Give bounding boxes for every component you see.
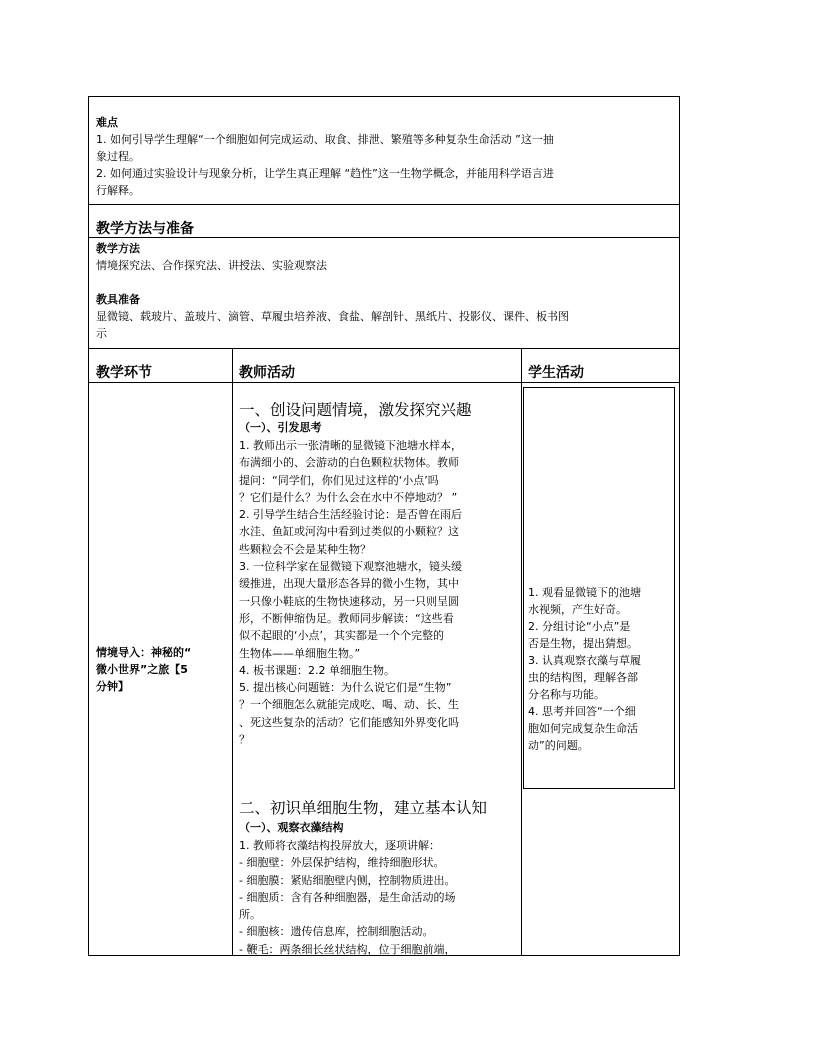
difficulty-line: 象过程。 xyxy=(96,150,140,163)
methods-block xyxy=(96,240,676,342)
difficulty-section xyxy=(96,114,676,199)
teacher-part1-body xyxy=(239,437,519,748)
teacher-part2-title: 二、初识单细胞生物，建立基本认知 xyxy=(239,799,488,817)
teacher-line: - 细胞核：遗传信息库，控制细胞活动。 xyxy=(239,925,434,939)
student-line: 虫的结构图，理解各部 xyxy=(528,671,638,684)
teacher-line: 5. 提出核心问题链：为什么说它们是“生物” xyxy=(239,681,452,695)
teacher-line: 布满细小的、会游动的白色颗粒状物体。教师 xyxy=(239,456,459,470)
teacher-line: 缓推进，出现大量形态各异的微小生物，其中 xyxy=(239,577,459,591)
teacher-line: 生物体——单细胞生物。” xyxy=(239,646,361,660)
student-line: 分名称与功能。 xyxy=(528,688,605,701)
teacher-line: 1. 教师出示一张清晰的显微镜下池塘水样本， xyxy=(239,439,462,452)
lesson-plan-table xyxy=(88,96,680,956)
header-student: 学生活动 xyxy=(528,365,584,381)
student-line: 2. 分组讨论“小点”是 xyxy=(528,620,631,633)
tools-line: 示 xyxy=(96,327,107,340)
teacher-line: - 细胞壁：外层保护结构，维持细胞形状。 xyxy=(239,856,445,870)
student-line: 胞如何完成复杂生命活 xyxy=(528,722,638,735)
teacher-line: 些颗粒会不会是某种生物？ xyxy=(239,542,371,556)
stage-line: 微小世界”之旅【5 xyxy=(96,663,188,676)
divider xyxy=(89,382,679,383)
student-line: 3. 认真观察衣藻与草履 xyxy=(528,654,641,667)
teacher-line: 3. 一位科学家在显微镜下观察池塘水，镜头缓 xyxy=(239,560,462,574)
divider xyxy=(89,348,679,349)
teacher-line: 、死这些复杂的活动？它们能感知外界变化吗 xyxy=(239,715,459,729)
student-line: 水视频，产生好奇。 xyxy=(528,603,627,616)
teacher-line: 2. 引导学生结合生活经验讨论：是否曾在雨后 xyxy=(239,508,462,522)
student-line: 4. 思考并回答“一个细 xyxy=(528,705,636,718)
teacher-line: - 细胞质：含有各种细胞器，是生命活动的场 xyxy=(239,890,456,904)
teacher-line: 提问：“同学们，你们见过这样的‘小点’吗 xyxy=(239,473,439,487)
column-divider xyxy=(232,348,233,956)
methods-section-title: 教学方法与准备 xyxy=(96,221,194,237)
tools-heading: 教具准备 xyxy=(96,293,140,306)
tools-line: 显微镜、载玻片、盖玻片、滴管、草履虫培养液、食盐、解剖针、黑纸片、投影仪、课件、板书图 xyxy=(96,310,569,323)
teacher-line: 所。 xyxy=(239,908,261,922)
column-divider xyxy=(521,348,522,956)
teacher-line: 一只像小鞋底的生物快速移动，另一只则呈圆 xyxy=(239,594,459,608)
divider xyxy=(89,204,679,205)
teacher-line: 似不起眼的‘小点’，其实都是一个个完整的 xyxy=(239,629,444,643)
divider xyxy=(89,237,679,238)
teacher-line: 形，不断伸缩伪足。教师同步解读：“这些看 xyxy=(239,611,454,625)
difficulty-line: 2. 如何通过实验设计与现象分析，让学生真正理解 “趋性”这一生物学概念，并能用科学语言进 xyxy=(96,167,554,180)
teacher-line: 1. 教师将衣藻结构投屏放大，逐项讲解： xyxy=(239,839,440,852)
stage-cell xyxy=(96,644,228,695)
teacher-line: ？一个细胞怎么就能完成吃、喝、动、长、生 xyxy=(239,698,459,712)
stage-line: 情境导入：神秘的“ xyxy=(96,646,192,659)
teacher-line: 水洼、鱼缸或河沟中看到过类似的小颗粒？这 xyxy=(239,525,459,539)
student-line: 否是生物，提出猜想。 xyxy=(528,637,638,650)
difficulty-heading: 难点 xyxy=(96,116,118,129)
teacher-line: ？它们是什么？为什么会在水中不停地动？ ” xyxy=(239,490,458,504)
student-line: 1. 观看显微镜下的池塘 xyxy=(528,586,641,599)
teacher-line: 4. 板书课题：2.2 单细胞生物。 xyxy=(239,663,395,677)
header-stage: 教学环节 xyxy=(96,365,152,381)
teacher-part2-body xyxy=(239,837,519,958)
student-line: 动”的问题。 xyxy=(528,739,589,752)
teacher-part1-subtitle: （一）、引发思考 xyxy=(239,421,322,434)
teacher-line: ？ xyxy=(239,733,250,747)
difficulty-line: 1. 如何引导学生理解“一个细胞如何完成运动、取食、排泄、繁殖等多种复杂生命活动 ”这一抽 xyxy=(96,133,554,146)
difficulty-line: 行解释。 xyxy=(96,184,140,197)
teacher-line: - 鞭毛：两条细长丝状结构，位于细胞前端， xyxy=(239,942,456,956)
stage-line: 分钟】 xyxy=(96,680,129,693)
header-teacher: 教师活动 xyxy=(239,365,295,381)
student-activity-body xyxy=(528,584,674,754)
methods-text: 情境探究法、合作探究法、讲授法、实验观察法 xyxy=(96,259,327,272)
methods-heading: 教学方法 xyxy=(96,242,140,255)
teacher-part2-subtitle: （一）、观察衣藻结构 xyxy=(239,821,344,834)
teacher-line: - 细胞膜：紧贴细胞壁内侧，控制物质进出。 xyxy=(239,873,456,887)
teacher-part1-title: 一、创设问题情境，激发探究兴趣 xyxy=(239,401,472,419)
